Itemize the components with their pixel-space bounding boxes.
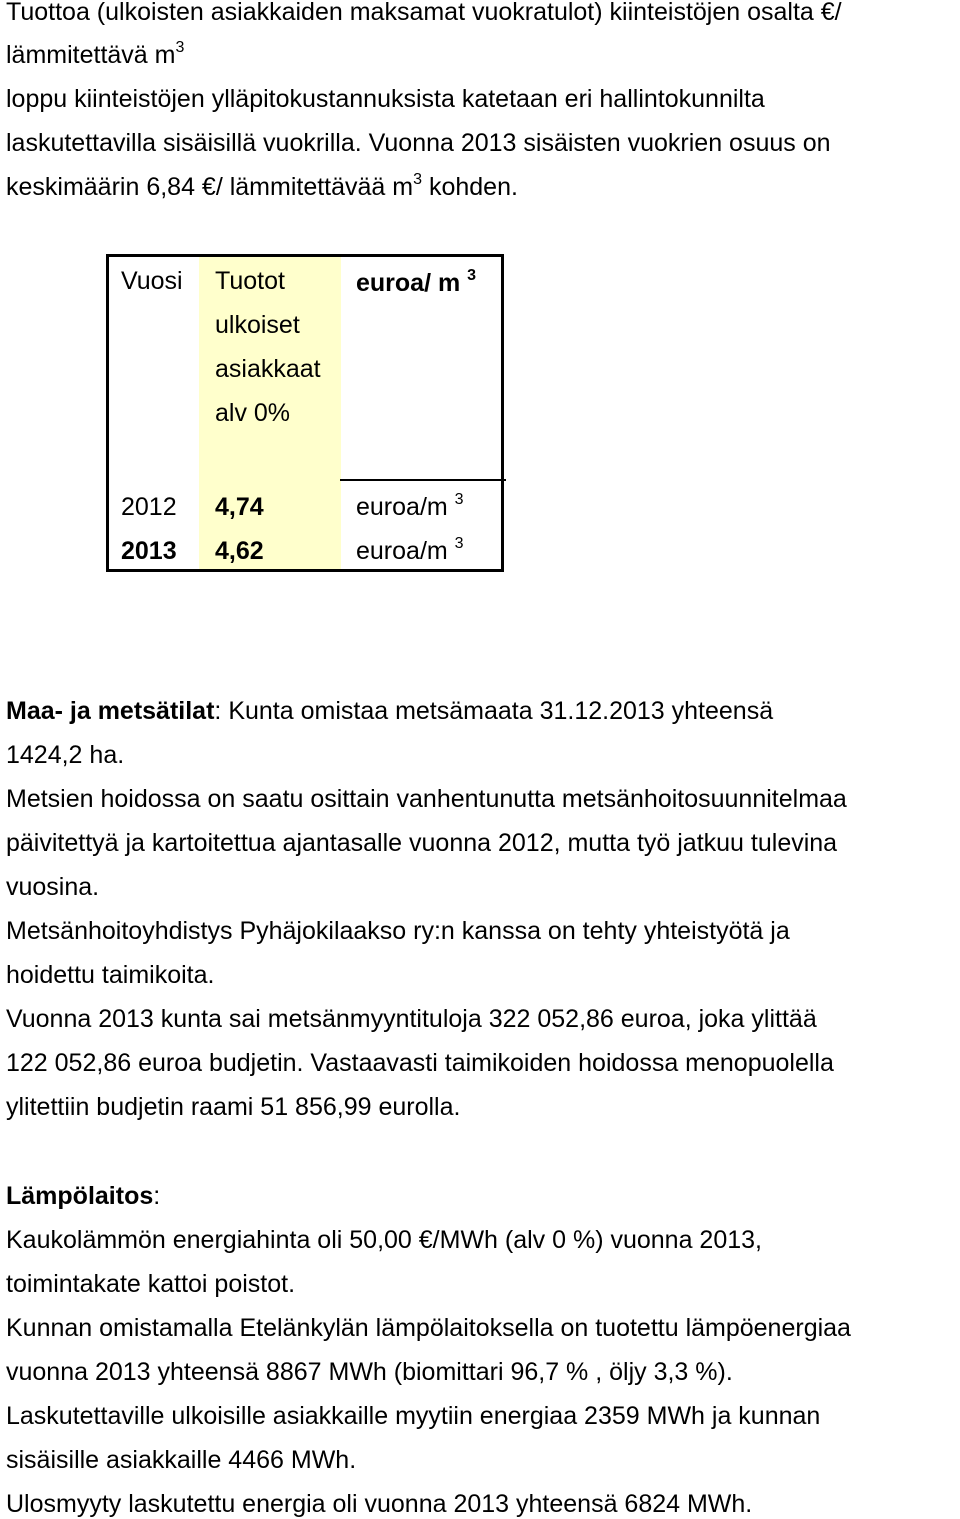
forest-line-4: päivitettyä ja kartoitettua ajantasalle vuonna 2012, mutta työ jatkuu tulevina	[6, 829, 838, 857]
forest-line-1: Maa- ja metsätilat: Kunta omistaa metsämaata 31.12.2013 yhteensä	[6, 697, 774, 725]
heat-line-3: Kunnan omistamalla Etelänkylän lämpölaitoksella on tuotettu lämpöenergiaa	[6, 1314, 851, 1342]
header-revenue-line-2: ulkoiset	[215, 311, 300, 339]
forest-heading: Maa- ja metsätilat	[6, 697, 215, 725]
heat-line-4: vuonna 2013 yhteensä 8867 MWh (biomittari 96,7 % , öljy 3,3 %).	[6, 1358, 733, 1386]
row-value: 4,74	[215, 493, 264, 521]
row-unit: euroa/m $^3$	[356, 535, 464, 565]
heat-line-2: toimintakate kattoi poistot.	[6, 1270, 296, 1298]
forest-line-10: ylitettiin budjetin raami 51 856,99 eurolla.	[6, 1093, 461, 1121]
forest-line-7: hoidettu taimikoita.	[6, 961, 215, 989]
forest-line-5: vuosina.	[6, 873, 100, 901]
row-value: 4,62	[215, 537, 264, 565]
forest-line-9: 122 052,86 euroa budjetin. Vastaavasti taimikoiden hoidossa menopuolella	[6, 1049, 834, 1077]
header-revenue-line-1: Tuotot	[215, 267, 285, 295]
heat-line-5: Laskutettaville ulkoisille asiakkaille myytiin energiaa 2359 MWh ja kunnan	[6, 1402, 821, 1430]
row-unit: euroa/m $^3$	[356, 491, 464, 521]
intro-line-5: keskimäärin 6,84 €/ lämmitettävää $m^3$ kohden.	[6, 171, 518, 201]
heat-line-7: Ulosmyyty laskutettu energia oli vuonna 2013 yhteensä 6824 MWh.	[6, 1490, 753, 1518]
header-revenue-line-4: alv 0%	[215, 399, 291, 427]
heat-line-1: Kaukolämmön energiahinta oli 50,00 €/MWh (alv 0 %) vuonna 2013,	[6, 1226, 762, 1254]
intro-line-2: lämmitettävä $m^3$	[6, 39, 185, 69]
header-year: Vuosi	[121, 267, 183, 295]
forest-line-2: 1424,2 ha.	[6, 741, 125, 769]
forest-line-6: Metsänhoitoyhdistys Pyhäjokilaakso ry:n kanssa on tehty yhteistyötä ja	[6, 917, 790, 945]
row-year: 2013	[121, 537, 177, 565]
heat-line-6: sisäisille asiakkaille 4466 MWh.	[6, 1446, 357, 1474]
header-unit: euroa/ m $^3$	[356, 267, 477, 297]
header-revenue-line-3: asiakkaat	[215, 355, 321, 383]
heat-heading: Lämpölaitos	[6, 1182, 154, 1210]
header-divider	[340, 479, 506, 481]
intro-line-1: Tuottoa (ulkoisten asiakkaiden maksamat vuokratulot) kiinteistöjen osalta €/	[6, 0, 842, 26]
heat-heading-line: Lämpölaitos:	[6, 1182, 161, 1210]
forest-line-3: Metsien hoidossa on saatu osittain vanhentunutta metsänhoitosuunnitelmaa	[6, 785, 847, 813]
forest-line-8: Vuonna 2013 kunta sai metsänmyyntituloja 322 052,86 euroa, joka ylittää	[6, 1005, 817, 1033]
intro-line-4: laskutettavilla sisäisillä vuokrilla. Vuonna 2013 sisäisten vuokrien osuus on	[6, 129, 831, 157]
intro-line-3: loppu kiinteistöjen ylläpitokustannuksista katetaan eri hallintokunnilta	[6, 85, 765, 113]
row-year: 2012	[121, 493, 177, 521]
